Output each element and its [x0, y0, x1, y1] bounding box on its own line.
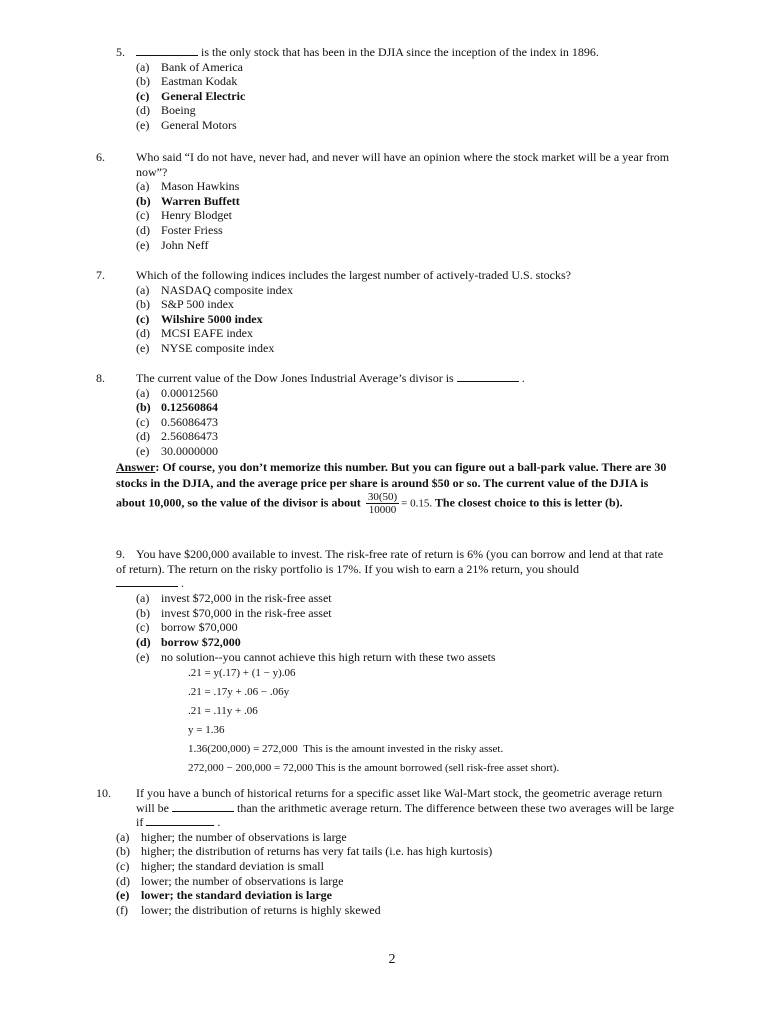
- question-stem: [116, 45, 676, 60]
- stem-end: .: [181, 576, 184, 591]
- option-e: [116, 238, 676, 253]
- option-label: (e): [136, 237, 150, 252]
- equation-line-risky: [116, 740, 676, 759]
- option-e: [116, 341, 676, 356]
- option-label: (c): [116, 858, 130, 873]
- option-b: [116, 74, 676, 89]
- option-text: NYSE composite index: [161, 340, 275, 355]
- answer-conclusion: The closest choice to this is letter (b).: [434, 495, 623, 510]
- option-text: higher; the distribution of returns has very fat tails (i.e. has high kurtosis): [141, 844, 493, 859]
- question-9: [116, 547, 676, 778]
- option-a: [116, 830, 676, 845]
- option-label: (b): [136, 400, 151, 415]
- stem-text: You have $200,000 available to invest. The risk-free rate of return is 6% (you can borrow and lend at that rate of return). The return on the risky portfolio is 17%. If you wish to earn a 21% return, you should: [116, 547, 664, 576]
- question-stem: [96, 268, 676, 283]
- option-b: [116, 297, 676, 312]
- option-d: [116, 874, 676, 889]
- answer-blank: [457, 371, 519, 382]
- option-text: S&P 500 index: [161, 297, 234, 312]
- equation-note: This is the amount invested in the risky asset.: [303, 743, 504, 756]
- option-c: [116, 859, 676, 874]
- option-d: [116, 223, 676, 238]
- question-stem: [0, 547, 676, 576]
- stem-text: If you have a bunch of historical returns for a specific asset like Wal-Mart stock, the geometric average return will be: [136, 786, 663, 815]
- question-stem: [96, 150, 676, 179]
- option-b: [116, 606, 676, 621]
- option-label: (c): [136, 88, 150, 103]
- option-label: (b): [136, 74, 150, 89]
- option-text: 0.56086473: [161, 414, 218, 429]
- option-text: NASDAQ composite index: [161, 282, 293, 297]
- stem-text: The current value of the Dow Jones Industrial Average’s divisor is: [136, 371, 454, 385]
- answer-blank: [136, 45, 198, 56]
- fraction-numerator: 30(50): [367, 491, 398, 503]
- option-label: (a): [116, 829, 130, 844]
- option-text: Eastman Kodak: [161, 74, 238, 89]
- question-number: 8.: [96, 371, 105, 385]
- option-text: higher; the number of observations is large: [141, 829, 347, 844]
- option-text: borrow $70,000: [161, 620, 238, 635]
- question-5: [116, 45, 676, 133]
- question-6: [96, 150, 676, 252]
- answer-blank: [172, 801, 234, 812]
- option-text: John Neff: [161, 237, 209, 252]
- question-number: 5.: [116, 45, 125, 59]
- solution-work: [116, 664, 676, 778]
- answer-text: : Of course, you don’t memorize this number. But you can figure out a ball-park value. There are 30 stocks in the DJIA, and the average price per share is around $50 or so. The current value of the DJIA is about 10,000, so the value of the divisor is about: [116, 460, 667, 510]
- option-label: (b): [136, 193, 151, 208]
- option-a: [116, 179, 676, 194]
- option-e: [116, 118, 676, 133]
- option-d: [116, 429, 676, 444]
- option-text: invest $70,000 in the risk-free asset: [161, 605, 332, 620]
- option-label: (d): [136, 222, 150, 237]
- option-label: (c): [136, 414, 150, 429]
- option-d: [116, 103, 676, 118]
- option-text: Foster Friess: [161, 222, 223, 237]
- option-a: [116, 591, 676, 606]
- option-c: [116, 415, 676, 430]
- option-label: (d): [136, 103, 150, 118]
- equation-line-borrowed: [116, 759, 676, 778]
- option-text: General Motors: [161, 117, 237, 132]
- option-text: borrow $72,000: [161, 634, 241, 649]
- option-b: [116, 844, 676, 859]
- option-e: [116, 444, 676, 459]
- page-number: 2: [388, 952, 396, 967]
- option-label: (c): [136, 311, 150, 326]
- option-d: [116, 326, 676, 341]
- option-label: (d): [136, 634, 151, 649]
- option-label: (a): [136, 59, 150, 74]
- equation-line: .21 = .17y + .06 − .06y: [188, 686, 290, 699]
- answer-blank: [116, 576, 178, 587]
- option-text: 0.12560864: [161, 400, 218, 415]
- answer-label: Answer: [116, 460, 156, 474]
- option-text: Henry Blodget: [161, 208, 232, 223]
- equation-line: .21 = y(.17) + (1 − y).06: [188, 667, 296, 680]
- question-stem: [96, 371, 676, 386]
- stem-text: than the arithmetic average return. The difference between these two averages will be large if: [136, 800, 675, 830]
- equation-note: This is the amount borrowed (sell risk-free asset short).: [315, 762, 560, 775]
- option-text: Wilshire 5000 index: [161, 311, 263, 326]
- option-label: (c): [136, 620, 150, 635]
- option-e-correct: [116, 888, 676, 903]
- equation-line: y = 1.36: [188, 724, 225, 737]
- question-7: [96, 268, 676, 356]
- option-label: (e): [116, 888, 130, 903]
- option-d-correct: [116, 635, 676, 650]
- stem-text: Which of the following indices includes the largest number of actively-traded U.S. stocks?: [136, 268, 571, 282]
- option-text: Mason Hawkins: [161, 179, 240, 194]
- stem-blank-line: [116, 576, 676, 591]
- option-a: [116, 60, 676, 75]
- option-label: (e): [136, 443, 150, 458]
- fraction: [366, 491, 399, 516]
- question-10: [96, 786, 676, 917]
- option-text: no solution--you cannot achieve this high return with these two assets: [161, 649, 496, 664]
- option-label: (b): [116, 844, 130, 859]
- option-label: (c): [136, 208, 150, 223]
- option-text: Boeing: [161, 103, 196, 118]
- equation-text: 1.36(200,000) = 272,000: [188, 743, 298, 756]
- option-a: [116, 283, 676, 298]
- option-text: invest $72,000 in the risk-free asset: [161, 591, 332, 606]
- option-a: [116, 386, 676, 401]
- stem-text: is the only stock that has been in the DJIA since the inception of the index in 1896.: [201, 45, 599, 59]
- option-label: (e): [136, 117, 150, 132]
- answer-blank: [146, 815, 214, 826]
- option-text: 2.56086473: [161, 429, 218, 444]
- option-label: (d): [136, 429, 150, 444]
- option-text: lower; the distribution of returns is highly skewed: [141, 902, 381, 917]
- option-b-correct: [116, 194, 676, 209]
- option-label: (e): [136, 340, 150, 355]
- option-label: (b): [136, 297, 150, 312]
- option-text: lower; the number of observations is large: [141, 873, 344, 888]
- option-text: lower; the standard deviation is large: [141, 888, 332, 903]
- equation-text: 272,000 − 200,000 = 72,000: [188, 762, 314, 775]
- option-label: (d): [136, 326, 150, 341]
- option-text: 0.00012560: [161, 385, 218, 400]
- stem-end: .: [521, 371, 525, 385]
- option-f: [116, 903, 676, 918]
- equation-line: .21 = .11y + .06: [188, 705, 258, 718]
- question-number: 9.: [116, 547, 125, 561]
- option-label: (a): [136, 179, 150, 194]
- option-label: (a): [136, 385, 150, 400]
- stem-end: .: [217, 815, 221, 830]
- fraction-result: = 0.15.: [401, 497, 433, 510]
- option-label: (b): [136, 605, 150, 620]
- answer-explanation: [116, 459, 676, 516]
- question-number: 10.: [96, 786, 111, 800]
- fraction-denominator: 10000: [368, 504, 397, 516]
- question-stem: [96, 786, 676, 830]
- option-label: (e): [136, 649, 150, 664]
- option-label: (a): [136, 591, 150, 606]
- option-text: General Electric: [161, 88, 246, 103]
- option-label: (a): [136, 282, 150, 297]
- stem-text: Who said “I do not have, never had, and never will have an opinion where the stock market will be a year from now”?: [136, 150, 670, 179]
- question-8: [96, 371, 676, 459]
- option-c-correct: [116, 89, 676, 104]
- option-label: (f): [116, 902, 128, 917]
- question-number: 7.: [96, 268, 105, 282]
- option-text: higher; the standard deviation is small: [141, 858, 324, 873]
- option-text: Warren Buffett: [161, 193, 240, 208]
- option-c-correct: [116, 312, 676, 327]
- option-text: Bank of America: [161, 59, 243, 74]
- option-c: [116, 620, 676, 635]
- option-text: MCSI EAFE index: [161, 326, 254, 341]
- option-text: 30.0000000: [161, 443, 218, 458]
- option-b-correct: [116, 400, 676, 415]
- question-number: 6.: [96, 150, 105, 164]
- option-c: [116, 208, 676, 223]
- option-e: [116, 650, 676, 665]
- option-label: (d): [116, 873, 130, 888]
